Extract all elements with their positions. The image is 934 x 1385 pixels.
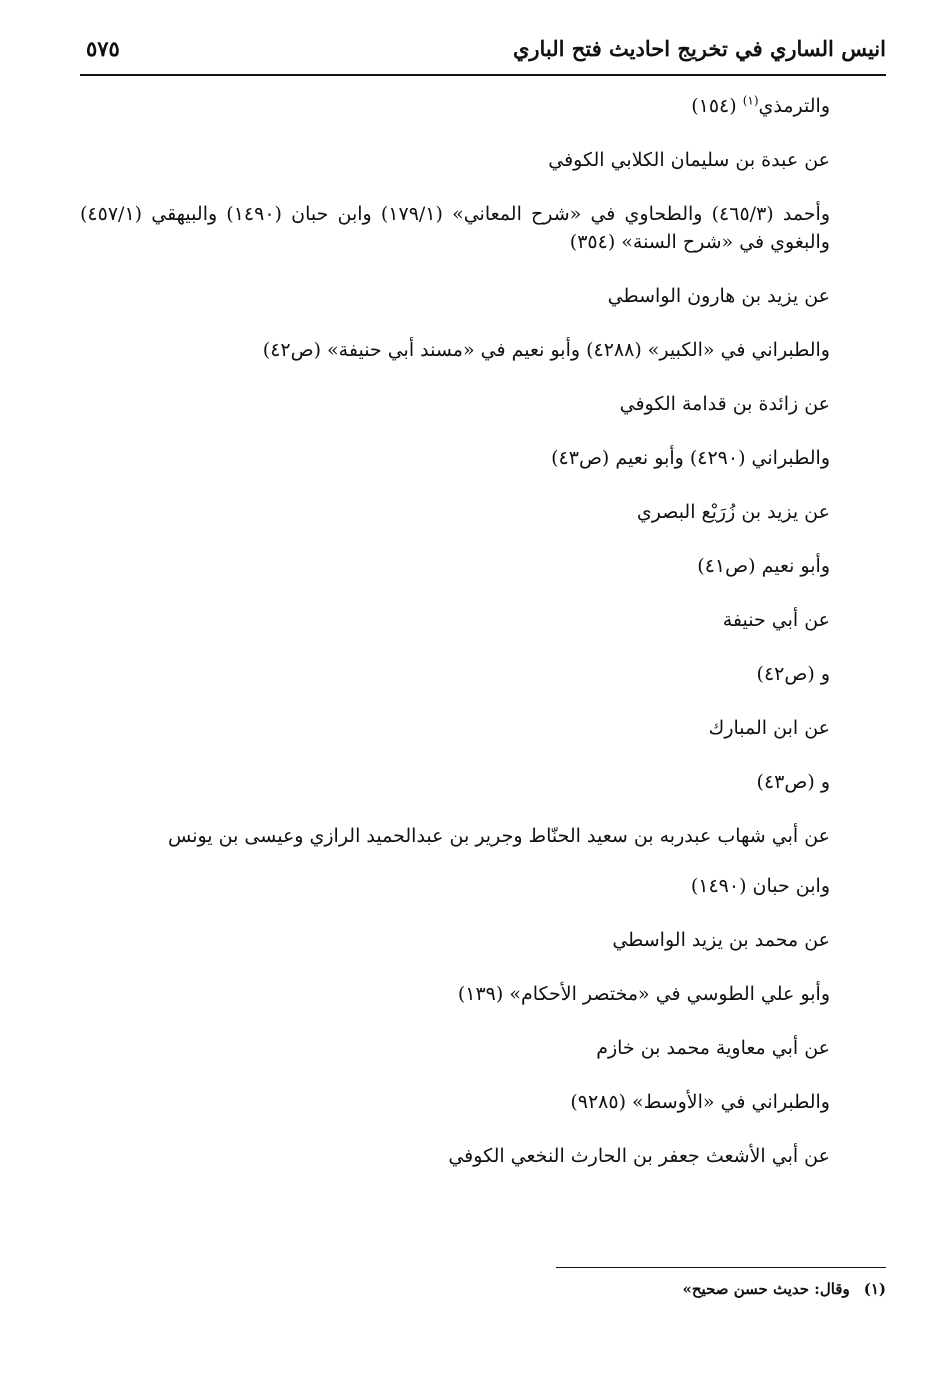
line-text: والترمذي: [758, 95, 830, 117]
text-line: والطبراني في «الأوسط» (٩٢٨٥): [570, 1091, 830, 1113]
text-line: وابن حبان (١٤٩٠): [690, 875, 830, 897]
text-line: [80, 92, 886, 120]
text-line-wrapped: وأحمد (٤٦٥/٣) والطحاوي في «شرح المعاني» (١٧٩/١) وابن حبان (١٤٩٠) والبيهقي (٤٥٧/١) والبغوي في «شرح السنة» (٣٥٤): [80, 203, 831, 253]
text-line: عن زائدة بن قدامة الكوفي: [619, 393, 830, 415]
text-line: والطبراني في «الكبير» (٤٢٨٨) وأبو نعيم في «مسند أبي حنيفة» (ص٤٢): [262, 339, 830, 361]
page-header: [80, 28, 886, 76]
text-line: والطبراني (٤٢٩٠) وأبو نعيم (ص٤٣): [551, 447, 830, 469]
text-line: عن ابن المبارك: [708, 717, 830, 739]
running-title: انيس الساري في تخريج احاديث فتح الباري: [512, 36, 886, 61]
footnote-marker: (١): [863, 1280, 886, 1298]
footnote-text: وقال: حديث حسن صحيح»: [682, 1280, 850, 1298]
text-line: عن أبي حنيفة: [722, 609, 830, 631]
text-line-wrapped: عن أبي شهاب عبدربه بن سعيد الحنّاط وجرير بن عبدالحميد الرازي وعيسى بن يونس: [167, 825, 830, 847]
text-line: و (ص٤٣): [756, 771, 830, 793]
text-line: عن محمد بن يزيد الواسطي: [612, 929, 830, 951]
text-line: و (ص٤٢): [756, 663, 830, 685]
footnote: [683, 1280, 887, 1298]
text-line: عن عبدة بن سليمان الكلابي الكوفي: [548, 149, 830, 171]
line-text-tail: (١٥٤): [691, 95, 743, 117]
text-line: عن أبي معاوية محمد بن خازم: [596, 1037, 830, 1059]
text-line: وأبو نعيم (ص٤١): [697, 555, 830, 577]
main-text: [80, 92, 886, 1170]
footnote-reference: (١): [742, 93, 759, 108]
text-line: عن يزيد بن زُرَيْع البصري: [636, 501, 830, 523]
text-line: وأبو علي الطوسي في «مختصر الأحكام» (١٣٩): [457, 983, 830, 1005]
footnote-separator: [556, 1267, 886, 1268]
page-number: ٥٧٥: [86, 36, 120, 61]
text-line: عن يزيد بن هارون الواسطي: [607, 285, 830, 307]
text-line: عن أبي الأشعث جعفر بن الحارث النخعي الكوفي: [448, 1145, 830, 1167]
